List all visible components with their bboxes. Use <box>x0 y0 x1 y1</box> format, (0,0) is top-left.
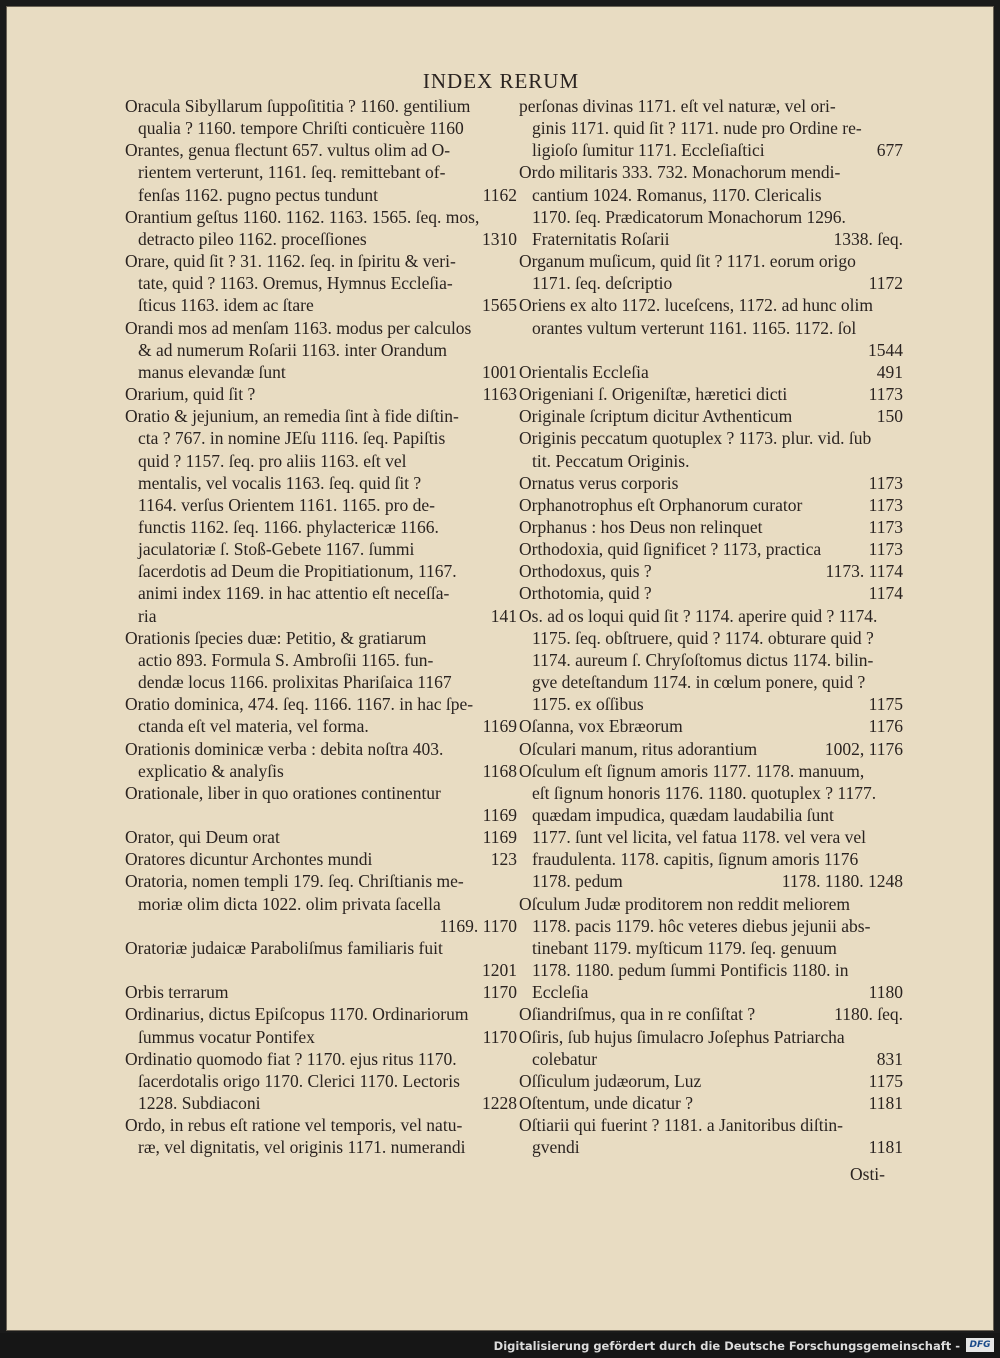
page-reference: 1175 <box>868 1070 903 1091</box>
entry-text: tinebant 1179. myſticum 1179. ſeq. genuum <box>532 937 837 958</box>
entry-line <box>125 870 517 892</box>
entry-text: Organum muſicum, quid ſit ? 1171. eorum origo <box>519 251 856 272</box>
entry-line <box>519 915 903 937</box>
index-entry <box>519 361 903 383</box>
entry-text: ctanda eſt vel materia, vel forma. <box>138 716 369 737</box>
entry-text: Orationis ſpecies duæ: Petitio, & gratiarum <box>125 627 427 648</box>
entry-text: Oſculum Judæ proditorem non reddit meliorem <box>519 893 850 914</box>
entry-line <box>125 184 517 206</box>
page-reference: 123 <box>490 849 517 870</box>
entry-line <box>519 826 903 848</box>
entry-text: Ordinatio quomodo fiat ? 1170. ejus ritus 1170. <box>125 1048 457 1069</box>
page-reference: 1310 <box>482 228 517 249</box>
entry-text: Oracula Sibyllarum ſuppoſititia ? 1160. gentilium <box>125 96 471 116</box>
index-entry <box>125 1003 517 1047</box>
entry-line <box>125 981 517 1003</box>
entry-line <box>125 1136 517 1158</box>
entry-text: tit. Peccatum Originis. <box>532 450 690 471</box>
index-entry <box>125 383 517 405</box>
entry-line <box>125 605 517 627</box>
entry-line <box>125 893 517 915</box>
entry-line <box>125 206 517 228</box>
entry-line <box>125 317 517 339</box>
page-reference: 1565 <box>482 295 517 316</box>
entry-text: Oſiandriſmus, qua in re conſiſtat ? <box>519 1004 756 1025</box>
entry-line <box>519 206 903 228</box>
entry-text: 1178. 1180. pedum ſummi Pontificis 1180. in <box>532 960 849 981</box>
entry-text: mentalis, vel vocalis 1163. ſeq. quid ſit ? <box>138 472 422 493</box>
entry-text: quid ? 1157. ſeq. pro aliis 1163. eſt vel <box>138 450 407 471</box>
entry-line <box>125 228 517 250</box>
entry-line <box>519 627 903 649</box>
page-reference: 1170 <box>482 1026 517 1047</box>
entry-line <box>125 826 517 848</box>
entry-line <box>519 250 903 272</box>
entry-text: 1178. pedum <box>532 871 623 892</box>
entry-line <box>519 804 903 826</box>
entry-text: rientem verterunt, 1161. ſeq. remittebant of- <box>138 162 446 183</box>
entry-line <box>519 671 903 693</box>
index-entry <box>519 383 903 405</box>
entry-line <box>519 715 903 737</box>
entry-line <box>519 560 903 582</box>
entry-line <box>125 782 517 804</box>
entry-line <box>125 1048 517 1070</box>
index-entry <box>125 870 517 936</box>
left-column <box>125 95 517 1159</box>
entry-text: Orationale, liber in quo orationes continentur <box>125 782 441 803</box>
entry-text: Ordo militaris 333. 732. Monachorum mendi- <box>519 162 841 183</box>
entry-text: Orandi mos ad menſam 1163. modus per calculos <box>125 317 472 338</box>
entry-text: ligioſo ſumitur 1171. Eccleſiaſtici <box>532 140 765 161</box>
entry-line <box>519 1092 903 1114</box>
entry-text: 1175. ſeq. obſtruere, quid ? 1174. obturare quid ? <box>532 627 874 648</box>
entry-text: 1170. ſeq. Prædicatorum Monachorum 1296. <box>532 206 846 227</box>
entry-text: 1178. pacis 1179. hôc veteres diebus jejunii abs- <box>532 915 871 936</box>
page-reference: 1544 <box>868 339 903 360</box>
entry-text: Oſſiculum judæorum, Luz <box>519 1070 702 1091</box>
entry-line <box>519 538 903 560</box>
entry-line <box>519 760 903 782</box>
index-entry <box>519 494 903 516</box>
footer-bar <box>0 1333 1000 1358</box>
entry-text: Origeniani ſ. Origeniſtæ, hæretici dicti <box>519 384 788 405</box>
page-reference: 1001 <box>482 361 517 382</box>
entry-text: Ordinarius, dictus Epiſcopus 1170. Ordinariorum <box>125 1004 469 1025</box>
entry-line <box>519 427 903 449</box>
entry-text: ræ, vel dignitatis, vel originis 1171. numerandi <box>138 1137 466 1158</box>
entry-line <box>125 161 517 183</box>
entry-text: Oratio dominica, 474. ſeq. 1166. 1167. in hac ſpe- <box>125 694 474 715</box>
catchword: Osti- <box>850 1164 885 1184</box>
entry-line <box>519 937 903 959</box>
entry-text: orantes vultum verterunt 1161. 1165. 1172. ſol <box>532 317 857 338</box>
index-entry <box>519 472 903 494</box>
page-reference: 1162 <box>482 184 517 205</box>
page-reference: 1173 <box>868 539 903 560</box>
entry-text: actio 893. Formula S. Ambroſii 1165. fun- <box>138 649 434 670</box>
entry-line <box>125 693 517 715</box>
index-entry <box>519 294 903 360</box>
entry-text: perſonas divinas 1171. eſt vel naturæ, vel ori- <box>519 96 836 116</box>
page-reference: 1172 <box>868 273 903 294</box>
index-entry <box>519 1092 903 1114</box>
entry-text: Ordo, in rebus eſt ratione vel temporis, vel natu- <box>125 1115 463 1136</box>
index-entry <box>125 937 517 981</box>
entry-line <box>519 383 903 405</box>
index-entry <box>519 560 903 582</box>
entry-text: eſt ſignum honoris 1176. 1180. quotuplex ? 1177. <box>532 782 877 803</box>
index-entry <box>125 405 517 627</box>
entry-line <box>519 494 903 516</box>
page-reference: 1338. ſeq. <box>833 228 903 249</box>
entry-text: & ad numerum Roſarii 1163. inter Orandum <box>138 339 447 360</box>
index-entry <box>519 893 903 1004</box>
entry-line <box>519 782 903 804</box>
entry-line <box>125 339 517 361</box>
page-reference: 1178. 1180. 1248 <box>781 871 903 892</box>
entry-line <box>519 959 903 981</box>
footer-text: Digitalisierung gefördert durch die Deutsche Forschungsgemeinschaft - <box>493 1339 960 1353</box>
entry-line <box>125 139 517 161</box>
page-reference: 1002, 1176 <box>824 738 903 759</box>
entry-text: ginis 1171. quid ſit ? 1171. nude pro Ordine re- <box>532 118 862 139</box>
entry-line <box>519 161 903 183</box>
entry-text: Originale ſcriptum dicitur Avthenticum <box>519 406 793 427</box>
entry-line <box>125 538 517 560</box>
entry-line <box>125 1092 517 1114</box>
entry-line <box>519 1070 903 1092</box>
entry-text: Orator, qui Deum orat <box>125 827 280 848</box>
entry-line <box>519 1114 903 1136</box>
entry-line <box>519 848 903 870</box>
entry-line <box>519 1026 903 1048</box>
entry-line <box>519 649 903 671</box>
entry-text: manus elevandæ ſunt <box>138 361 286 382</box>
entry-text: Oratoria, nomen templi 179. ſeq. Chriſtianis me- <box>125 871 464 892</box>
index-entry <box>519 1114 903 1158</box>
page-reference: 1168 <box>482 760 517 781</box>
entry-line <box>519 605 903 627</box>
entry-text: Orationis dominicæ verba : debita noſtra 403. <box>125 738 444 759</box>
index-entry <box>519 516 903 538</box>
page-reference: 1181 <box>868 1137 903 1158</box>
page-reference: 1173 <box>868 472 903 493</box>
page-reference: 141 <box>490 605 517 626</box>
index-entry <box>125 627 517 693</box>
entry-line <box>125 272 517 294</box>
entry-line <box>519 95 903 117</box>
page-reference: 1170 <box>482 982 517 1003</box>
entry-line <box>125 250 517 272</box>
entry-line <box>519 738 903 760</box>
entry-line <box>125 361 517 383</box>
entry-text: Orthodoxus, quis ? <box>519 561 652 582</box>
entry-text: Oriens ex alto 1172. luceſcens, 1172. ad hunc olim <box>519 295 873 316</box>
index-entry <box>125 848 517 870</box>
entry-text: 1177. ſunt vel licita, vel fatua 1178. vel vera vel <box>532 827 867 848</box>
index-entry <box>125 317 517 383</box>
entry-text: 1175. ex oſſibus <box>532 694 644 715</box>
page-reference: 1228 <box>482 1093 517 1114</box>
entry-line <box>125 516 517 538</box>
entry-line <box>519 272 903 294</box>
entry-text: Ornatus verus corporis <box>519 472 679 493</box>
entry-text: Oſculari manum, ritus adorantium <box>519 738 758 759</box>
entry-line <box>125 848 517 870</box>
entry-line <box>519 405 903 427</box>
index-entry <box>125 782 517 826</box>
index-entry <box>519 250 903 294</box>
page-reference: 1181 <box>868 1093 903 1114</box>
entry-text: colebatur <box>532 1048 598 1069</box>
entry-line <box>125 1003 517 1025</box>
page-reference: 1163 <box>482 384 517 405</box>
entry-line <box>519 893 903 915</box>
entry-line <box>519 139 903 161</box>
index-entry <box>519 738 903 760</box>
page-reference: 150 <box>876 406 903 427</box>
entry-line <box>125 937 517 959</box>
entry-text: ria <box>138 605 157 626</box>
entry-text: 1164. verſus Orientem 1161. 1165. pro de- <box>138 494 435 515</box>
page-reference: 1180 <box>868 982 903 1003</box>
entry-text: Orthotomia, quid ? <box>519 583 652 604</box>
entry-line <box>519 1003 903 1025</box>
index-entry <box>125 139 517 205</box>
entry-line <box>125 1026 517 1048</box>
entry-text: moriæ olim dicta 1022. olim privata ſacella <box>138 893 441 914</box>
entry-line <box>519 1136 903 1158</box>
index-entry <box>125 250 517 316</box>
entry-line <box>519 228 903 250</box>
index-entry <box>519 538 903 560</box>
index-entry <box>519 1070 903 1092</box>
page-reference: 1169 <box>482 827 517 848</box>
index-entry <box>519 427 903 471</box>
entry-line <box>519 361 903 383</box>
entry-line <box>125 715 517 737</box>
index-entry <box>519 161 903 250</box>
entry-line <box>125 427 517 449</box>
entry-line <box>125 117 517 139</box>
entry-line <box>519 472 903 494</box>
entry-line <box>125 383 517 405</box>
entry-line <box>125 560 517 582</box>
entry-line <box>125 472 517 494</box>
dfg-logo-icon: DFG <box>966 1338 994 1352</box>
entry-line <box>519 981 903 1003</box>
entry-line <box>125 649 517 671</box>
entry-text: detracto pileo 1162. proceſſiones <box>138 228 367 249</box>
entry-text: Orarium, quid ſit ? <box>125 384 256 405</box>
entry-text: cta ? 767. in nomine JEſu 1116. ſeq. Papiſtis <box>138 428 446 449</box>
entry-text: Oſtiarii qui fuerint ? 1181. a Janitoribus diſtin- <box>519 1115 844 1136</box>
entry-text: dendæ locus 1166. prolixitas Phariſaica 1167 <box>138 672 452 693</box>
page-reference: 1173 <box>868 384 903 405</box>
entry-line <box>125 1114 517 1136</box>
entry-text: ſacerdotis ad Deum die Propitiationum, 1167. <box>138 561 457 582</box>
index-entry <box>125 1114 517 1158</box>
index-entry <box>519 582 903 604</box>
entry-text: Oſiris, ſub hujus ſimulacro Joſephus Patriarcha <box>519 1026 845 1047</box>
entry-text: Oratoriæ judaicæ Paraboliſmus familiaris fuit <box>125 937 443 958</box>
entry-text: Orare, quid ſit ? 31. 1162. ſeq. in ſpiritu & veri- <box>125 251 456 272</box>
page-reference: 1174 <box>868 583 903 604</box>
entry-text: 1174. aureum ſ. Chryſoſtomus dictus 1174. bilin- <box>532 649 874 670</box>
page-reference: 677 <box>876 140 903 161</box>
page-reference: 1169 <box>482 716 517 737</box>
entry-line <box>125 494 517 516</box>
index-entry <box>519 405 903 427</box>
entry-text: Orientalis Eccleſia <box>519 361 649 382</box>
index-entry <box>125 738 517 782</box>
entry-text: tate, quid ? 1163. Oremus, Hymnus Eccleſia- <box>138 273 453 294</box>
page-reference: 1169 <box>482 805 517 825</box>
entry-line <box>125 738 517 760</box>
index-entry <box>519 760 903 893</box>
index-entry <box>519 95 903 161</box>
entry-line <box>125 582 517 604</box>
entry-line <box>125 1070 517 1092</box>
entry-text: Oratio & jejunium, an remedia ſint à fide diſtin- <box>125 406 459 427</box>
entry-line <box>519 516 903 538</box>
entry-text: 1228. Subdiaconi <box>138 1093 261 1114</box>
entry-text: ſticus 1163. idem ac ſtare <box>138 295 314 316</box>
entry-text: fraudulenta. 1178. capitis, ſignum amoris 1176 <box>532 849 859 870</box>
entry-text: Orphanotrophus eſt Orphanorum curator <box>519 494 803 515</box>
book-page <box>6 6 994 1331</box>
entry-line <box>519 693 903 715</box>
entry-line <box>125 95 517 117</box>
entry-text: explicatio & analyſis <box>138 760 284 781</box>
index-entry <box>519 715 903 737</box>
index-entry <box>125 693 517 737</box>
entry-text: Fraternitatis Roſarii <box>532 228 670 249</box>
entry-text: Orantes, genua flectunt 657. vultus olim ad O- <box>125 140 451 161</box>
entry-line <box>125 760 517 782</box>
entry-text: ſummus vocatur Pontifex <box>138 1026 315 1047</box>
page-reference: 1176 <box>868 716 903 737</box>
entry-text: Oratores dicuntur Archontes mundi <box>125 849 373 870</box>
entry-line <box>519 1048 903 1070</box>
index-entry <box>125 95 517 139</box>
page-reference: 831 <box>876 1048 903 1069</box>
entry-line <box>519 317 903 339</box>
page-reference: 1173 <box>868 494 903 515</box>
entry-text: Oſculum eſt ſignum amoris 1177. 1178. manuum, <box>519 760 865 781</box>
entry-text: Orbis terrarum <box>125 982 229 1003</box>
entry-text: gvendi <box>532 1137 580 1158</box>
entry-text: qualia ? 1160. tempore Chriſti conticuère 1160 <box>138 118 464 139</box>
page-reference: 1173. 1174 <box>825 561 903 582</box>
entry-line <box>519 294 903 316</box>
index-entry <box>125 826 517 848</box>
page-reference: 491 <box>876 361 903 382</box>
entry-text: functis 1162. ſeq. 1166. phylactericæ 1166. <box>138 516 439 537</box>
entry-text: fenſas 1162. pugno pectus tundunt <box>138 184 378 205</box>
entry-line <box>125 627 517 649</box>
entry-text: 1171. ſeq. deſcriptio <box>532 273 673 294</box>
entry-text: jaculatoriæ ſ. Stoß-Gebete 1167. ſummi <box>138 539 415 560</box>
entry-text: Oſtentum, unde dicatur ? <box>519 1093 693 1114</box>
page-reference: 1173 <box>868 516 903 537</box>
page-reference: 1180. ſeq. <box>834 1004 903 1025</box>
entry-text: Oſanna, vox Ebræorum <box>519 716 683 737</box>
entry-line <box>519 450 903 472</box>
page-reference: 1201 <box>482 960 517 981</box>
entry-text: Orantium geſtus 1160. 1162. 1163. 1565. ſeq. mos, <box>125 206 480 227</box>
page-reference: 1175 <box>868 694 903 715</box>
entry-text: ſacerdotalis origo 1170. Clerici 1170. Lectoris <box>138 1070 460 1091</box>
entry-line <box>125 671 517 693</box>
entry-line <box>125 405 517 427</box>
entry-line <box>519 582 903 604</box>
index-entry <box>519 1026 903 1070</box>
page-header: INDEX RERUM <box>422 69 580 93</box>
entry-line <box>125 294 517 316</box>
entry-text: quædam impudica, quædam laudabilia ſunt <box>532 805 834 825</box>
entry-text: gve deteſtandum 1174. in cœlum ponere, quid ? <box>532 672 866 693</box>
entry-text: animi index 1169. in hac attentio eſt neceſſa- <box>138 583 450 604</box>
entry-text: Orphanus : hos Deus non relinquet <box>519 516 763 537</box>
entry-text: Eccleſia <box>532 982 589 1003</box>
index-entry <box>125 206 517 250</box>
entry-text: cantium 1024. Romanus, 1170. Clericalis <box>532 184 822 205</box>
index-entry <box>125 1048 517 1114</box>
right-column <box>519 95 903 1159</box>
index-entry <box>125 981 517 1003</box>
entry-line <box>519 870 903 892</box>
entry-text: Os. ad os loqui quid ſit ? 1174. aperire quid ? 1174. <box>519 605 878 626</box>
index-entry <box>519 605 903 716</box>
entry-line <box>519 184 903 206</box>
page-reference: 1169. 1170 <box>439 915 517 936</box>
entry-text: Originis peccatum quotuplex ? 1173. plur. vid. ſub <box>519 428 872 449</box>
entry-line <box>519 117 903 139</box>
entry-line <box>125 450 517 472</box>
index-entry <box>519 1003 903 1025</box>
entry-text: Orthodoxia, quid ſignificet ? 1173, practica <box>519 539 822 560</box>
